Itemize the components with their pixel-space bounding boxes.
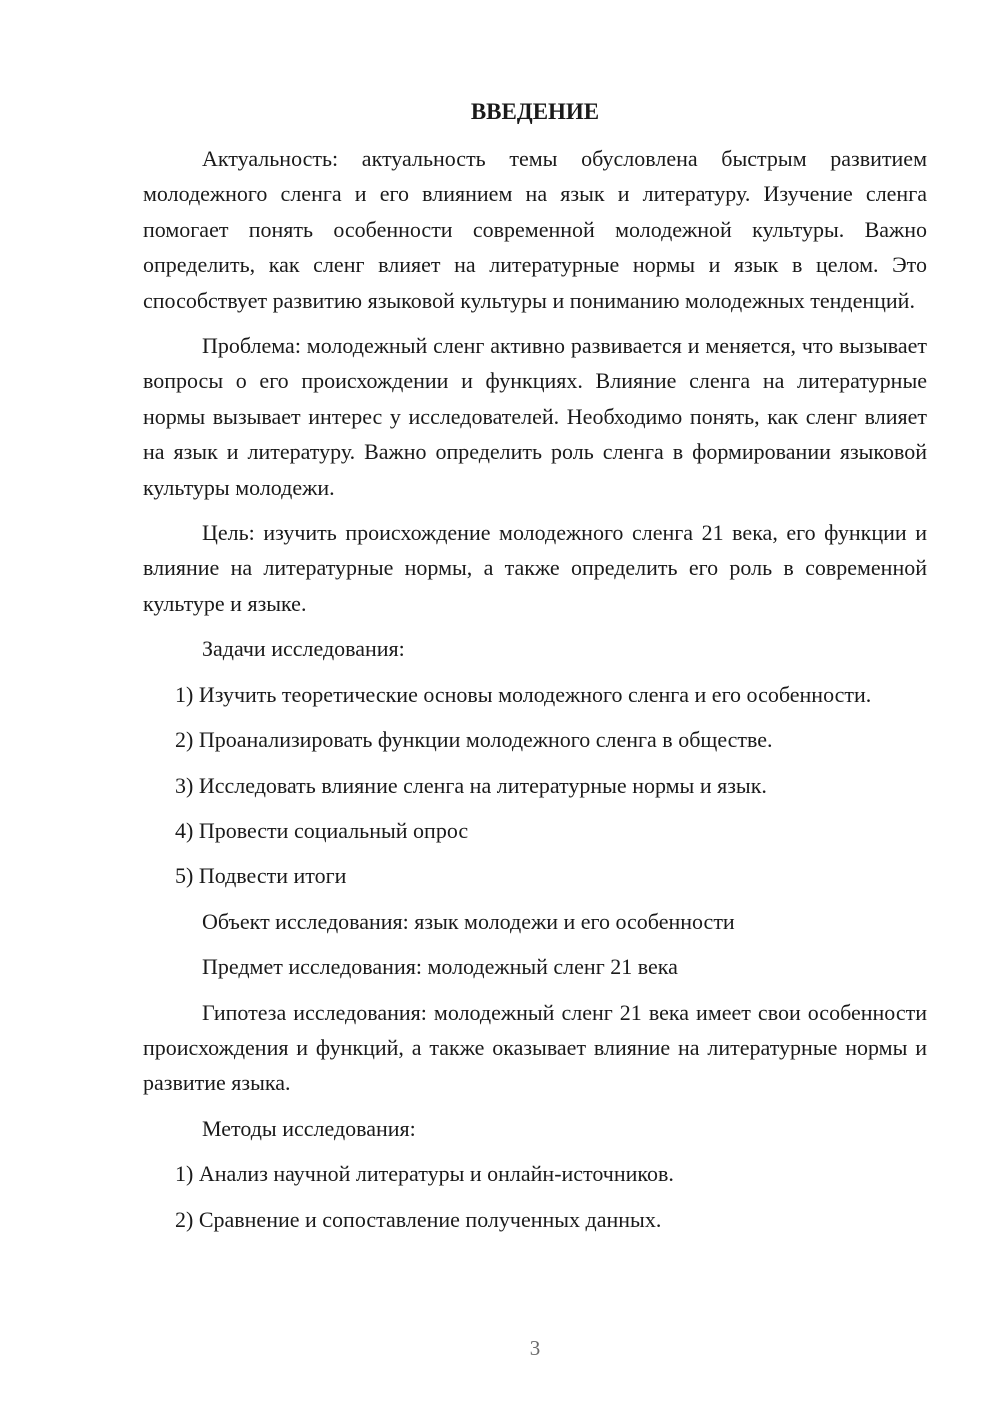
hypothesis-paragraph: Гипотеза исследования: молодежный сленг 21 века имеет свои особенности происхождения и функций, а также оказывает влияние на литературные нормы и развитие языка.	[143, 999, 927, 1096]
task-item-3: 3) Исследовать влияние сленга на литературные нормы и язык.	[175, 772, 767, 798]
task-item-5: 5) Подвести итоги	[175, 863, 347, 889]
methods-heading: Методы исследования:	[202, 1115, 416, 1141]
document-body	[143, 141, 927, 1237]
section-title: ВВЕДЕНИЕ	[470, 99, 600, 124]
object-paragraph: Объект исследования: язык молодежи и его особенности	[202, 908, 735, 934]
tasks-heading: Задачи исследования:	[202, 636, 405, 662]
goal-paragraph: Цель: изучить происхождение молодежного сленга 21 века, его функции и влияние на литературные нормы, а также определить его роль в современной культуре и языке.	[143, 520, 927, 616]
relevance-paragraph: Актуальность: актуальность темы обусловлена быстрым развитием молодежного сленга и его влиянием на язык и литературу. Изучение сленга помогает понять особенности современной молодежной культуры. Важно определить, как сленг влияет на литературные нормы и язык в целом. Это способствует развитию языковой культуры и пониманию молодежных тенденций.	[143, 146, 927, 313]
task-item-1: 1) Изучить теоретические основы молодежного сленга и его особенности.	[175, 681, 872, 707]
task-item-2: 2) Проанализировать функции молодежного сленга в обществе.	[175, 727, 773, 753]
page-number: 3	[529, 1336, 541, 1360]
problem-paragraph: Проблема: молодежный сленг активно развивается и меняется, что вызывает вопросы о его происхождении и функциях. Влияние сленга на литературные нормы вызывает интерес у исследователей. Необходимо понять, как сленг влияет на язык и литературу. Важно определить роль сленга в формировании языковой культуры молодежи.	[143, 333, 927, 500]
method-item-1: 1) Анализ научной литературы и онлайн-источников.	[175, 1161, 674, 1187]
task-item-4: 4) Провести социальный опрос	[175, 817, 469, 843]
document-page	[143, 0, 927, 1414]
subject-paragraph: Предмет исследования: молодежный сленг 21 века	[202, 954, 678, 980]
method-item-2: 2) Сравнение и сопоставление полученных данных.	[175, 1206, 662, 1232]
